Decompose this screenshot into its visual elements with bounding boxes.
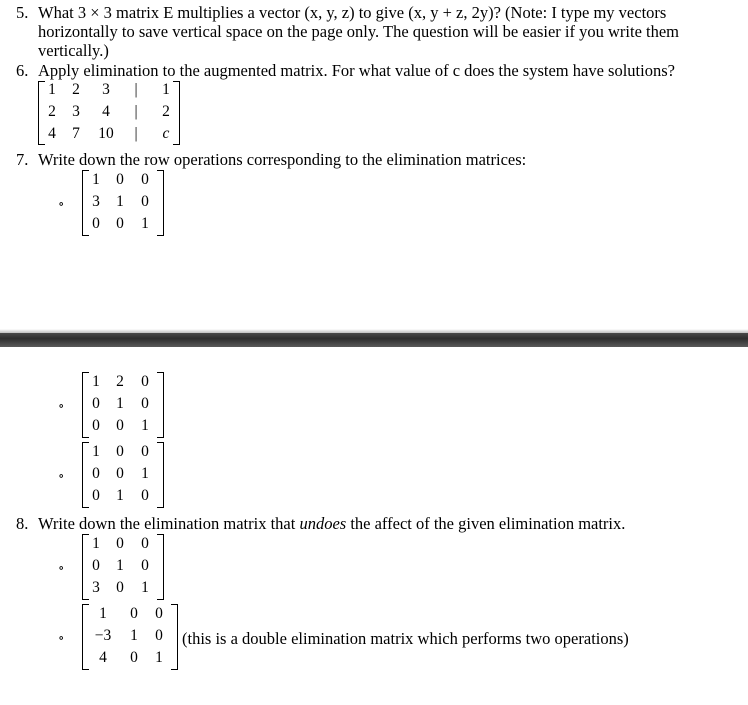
matrix-cell: 7 [72, 125, 80, 142]
matrix-cell: 0 [92, 487, 100, 504]
matrix-cell: 2 [162, 103, 170, 120]
question-number: 7. [16, 150, 29, 169]
elimination-matrix-7a [82, 170, 164, 236]
matrix-cell: 0 [92, 417, 100, 434]
question-5 [16, 3, 666, 22]
matrix-cell: 0 [92, 215, 100, 232]
matrix-cell: | [134, 81, 138, 98]
matrix-cell: 1 [162, 81, 170, 98]
question-8 [16, 514, 625, 533]
matrix-cell: 1 [48, 81, 56, 98]
elimination-matrix-7c [82, 442, 164, 508]
matrix-cell: 0 [155, 605, 163, 622]
elimination-matrix-7b [82, 372, 164, 438]
matrix-cell: 0 [141, 171, 149, 188]
matrix-cell: 0 [116, 579, 124, 596]
matrix-cell: 1 [92, 373, 100, 390]
matrix-cell: 0 [92, 557, 100, 574]
question-number: 8. [16, 514, 29, 533]
matrix-cell: 0 [92, 395, 100, 412]
matrix-cell: 0 [141, 487, 149, 504]
matrix-cell: 0 [141, 535, 149, 552]
matrix-cell: c [162, 125, 170, 142]
matrix-cell: 1 [99, 605, 107, 622]
matrix-cell: | [134, 103, 138, 120]
matrix-cell: 2 [116, 373, 124, 390]
bracket-right [157, 170, 164, 236]
elimination-matrix-8b [82, 604, 178, 670]
matrix-cell: 3 [92, 193, 100, 210]
matrix-cell: 0 [141, 395, 149, 412]
bracket-left [82, 604, 89, 670]
question-5-line2: horizontally to save vertical space on the page only. The question will be easier if you write them [38, 22, 680, 41]
question-6 [16, 61, 675, 80]
question-number: 6. [16, 61, 29, 80]
bracket-right [157, 442, 164, 508]
matrix-cell: 0 [116, 215, 124, 232]
matrix-cell: 1 [141, 215, 149, 232]
matrix-cell: 0 [130, 605, 138, 622]
matrix-cell: 3 [72, 103, 80, 120]
matrix-cell: 3 [102, 81, 110, 98]
matrix-cell: 0 [116, 171, 124, 188]
page-divider [0, 333, 748, 347]
bracket-right [171, 604, 178, 670]
bullet-icon: ∘ [58, 468, 65, 483]
matrix-cell: 2 [72, 81, 80, 98]
matrix-cell: 1 [155, 649, 163, 666]
matrix-cell: 0 [116, 443, 124, 460]
matrix-cell: | [134, 125, 138, 142]
bullet-icon: ∘ [58, 630, 65, 645]
augmented-matrix [38, 81, 180, 145]
question-text: Write down the row operations corresponding to the elimination matrices: [38, 150, 527, 169]
matrix-cell: 0 [155, 627, 163, 644]
bracket-right [157, 534, 164, 600]
matrix-cell: 4 [99, 649, 107, 666]
question-number: 5. [16, 3, 29, 22]
matrix-cell: −3 [94, 627, 112, 644]
question-text-start: Write down the elimination matrix that [38, 514, 296, 533]
question-5-line3: vertically.) [38, 41, 109, 60]
matrix-cell: 1 [92, 535, 100, 552]
matrix-cell: 1 [116, 395, 124, 412]
question-7 [16, 150, 526, 169]
matrix-cell: 4 [102, 103, 110, 120]
bullet-icon: ∘ [58, 398, 65, 413]
matrix-cell: 1 [92, 171, 100, 188]
matrix-cell: 1 [141, 465, 149, 482]
elimination-matrix-8a [82, 534, 164, 600]
matrix-cell: 4 [48, 125, 56, 142]
matrix-cell: 1 [92, 443, 100, 460]
matrix-cell: 1 [130, 627, 138, 644]
matrix-cell: 0 [141, 193, 149, 210]
matrix-note: (this is a double elimination matrix which performs two operations) [182, 629, 629, 648]
matrix-cell: 0 [92, 465, 100, 482]
emphasis-word: undoes [299, 514, 347, 533]
matrix-cell: 1 [116, 557, 124, 574]
matrix-cell: 2 [48, 103, 56, 120]
matrix-cell: 1 [141, 417, 149, 434]
matrix-cell: 3 [92, 579, 100, 596]
matrix-cell: 10 [98, 125, 114, 142]
matrix-cell: 1 [141, 579, 149, 596]
question-text: Apply elimination to the augmented matrix. For what value of c does the system have solutions? [38, 61, 675, 80]
matrix-cell: 0 [141, 443, 149, 460]
bullet-icon: ∘ [58, 196, 65, 211]
matrix-cell: 0 [141, 557, 149, 574]
question-text-end: the affect of the given elimination matrix. [350, 514, 626, 533]
bullet-icon: ∘ [58, 560, 65, 575]
matrix-cell: 0 [116, 465, 124, 482]
matrix-cell: 0 [141, 373, 149, 390]
matrix-cell: 0 [116, 417, 124, 434]
matrix-cell: 0 [130, 649, 138, 666]
question-text-line1: What 3 × 3 matrix E multiplies a vector (x, y, z) to give (x, y + z, 2y)? (Note: I type my vectors [38, 3, 667, 22]
matrix-cell: 0 [116, 535, 124, 552]
matrix-cell: 1 [116, 193, 124, 210]
bracket-right [157, 372, 164, 438]
matrix-cell: 1 [116, 487, 124, 504]
